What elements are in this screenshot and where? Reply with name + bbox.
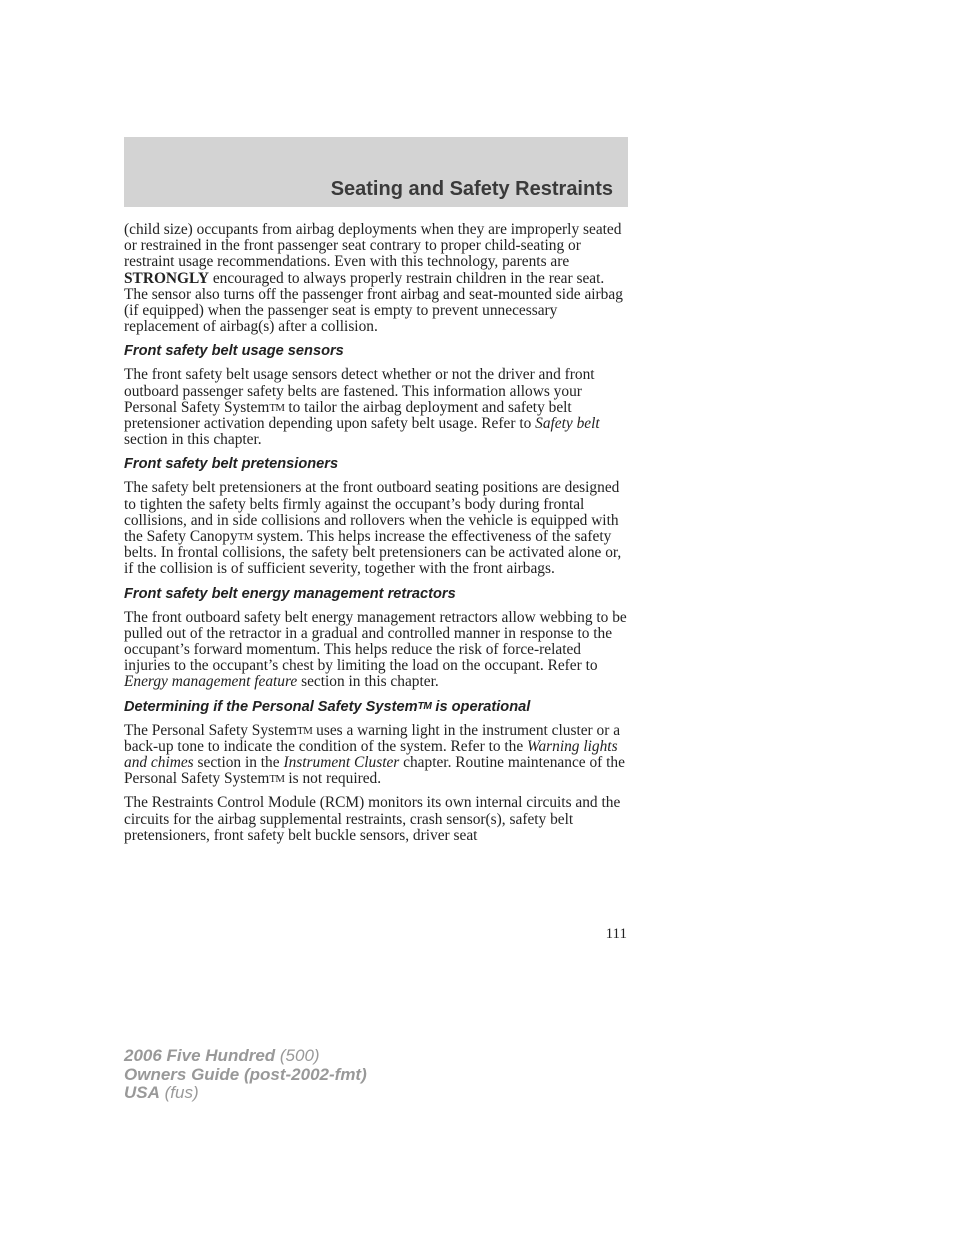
reference-instrument-cluster: Instrument Cluster — [283, 754, 400, 772]
page-number: 111 — [605, 926, 627, 942]
retractors-paragraph: The front outboard safety belt energy management retractors allow webbing to be pulled out of the retractor in a gradual and controlled manner in response to the occupant’s forward momentum. This helps reduce the risk of force-related injuries to the occupant’s chest by limiting the load on the occupant. Refer to Energy management feature section in this chapter. — [124, 608, 627, 691]
trademark-symbol: TM — [269, 773, 285, 786]
reference-safety-belt: Safety belt — [535, 415, 600, 433]
footer-line-guide: Owners Guide (post-2002-fmt) — [124, 1064, 367, 1084]
trademark-symbol: TM — [417, 700, 432, 712]
section-title: Seating and Safety Restraints — [330, 178, 613, 200]
reference-energy-management: Energy management feature — [124, 673, 298, 691]
heading-usage-sensors: Front safety belt usage sensors — [124, 343, 344, 360]
rcm-paragraph: The Restraints Control Module (RCM) monitors its own internal circuits and the circuits for the airbag supplemental restraints, crash sensor(s), safety belt pretensioners, front safety belt buckle sensors, driver seat — [124, 794, 621, 844]
usage-sensors-paragraph: The front safety belt usage sensors detect whether or not the driver and front outboard passenger safety belts are fastened. This information allows your Personal Safety System™ to tailor the airbag deployment and safety belt pretensioner activation depending upon safety belt usage. Refer to Safety belt section in this chapter. — [124, 366, 600, 449]
heading-operational: Determining if the Personal Safety System™ is operational — [124, 698, 531, 715]
operational-paragraph: The Personal Safety System™ uses a warning light in the instrument cluster or a back-up tone to indicate the condition of the system. Refer to the Warning lights and chimes section in the Instrument Cluster chapter. Routine maintenance of the Personal Safety System™ is not required. — [124, 721, 625, 788]
reference-warning-lights: Warning lights and chimes — [124, 737, 618, 772]
footer-line-market: USA (fus) — [124, 1083, 199, 1102]
emphasis-strongly: STRONGLY — [124, 269, 209, 287]
heading-retractors: Front safety belt energy management retractors — [124, 585, 456, 602]
intro-paragraph: (child size) occupants from airbag deployments when they are improperly seated or restrained in the front passenger seat contrary to proper child-seating or restraint usage recommendations. Even with this technology, parents are STRONGLY encouraged to always properly restrain children in the rear seat. The sensor also turns off the passenger front airbag and seat-mounted side airbag (if equipped) when the passenger seat is empty to prevent unnecessary replacement of airbag(s) after a collision. — [124, 221, 623, 336]
page-content — [124, 222, 630, 852]
document-footer — [124, 1047, 367, 1103]
trademark-symbol: TM — [297, 724, 313, 737]
trademark-symbol: TM — [269, 401, 285, 414]
heading-pretensioners: Front safety belt pretensioners — [124, 456, 339, 473]
trademark-symbol: TM — [237, 531, 253, 544]
footer-line-model: 2006 Five Hundred (500) — [124, 1046, 320, 1065]
pretensioners-paragraph: The safety belt pretensioners at the front outboard seating positions are designed to tighten the safety belts firmly against the occupant’s body during frontal collisions, and in side collisions and rollovers when the vehicle is equipped with the Safety Canopy™ system. This helps increase the effectiveness of the safety belts. In frontal collisions, the safety belt pretensioners can be activated alone or, if the collision is of sufficient severity, together with the front airbags. — [124, 479, 622, 578]
section-header-band — [124, 137, 628, 207]
